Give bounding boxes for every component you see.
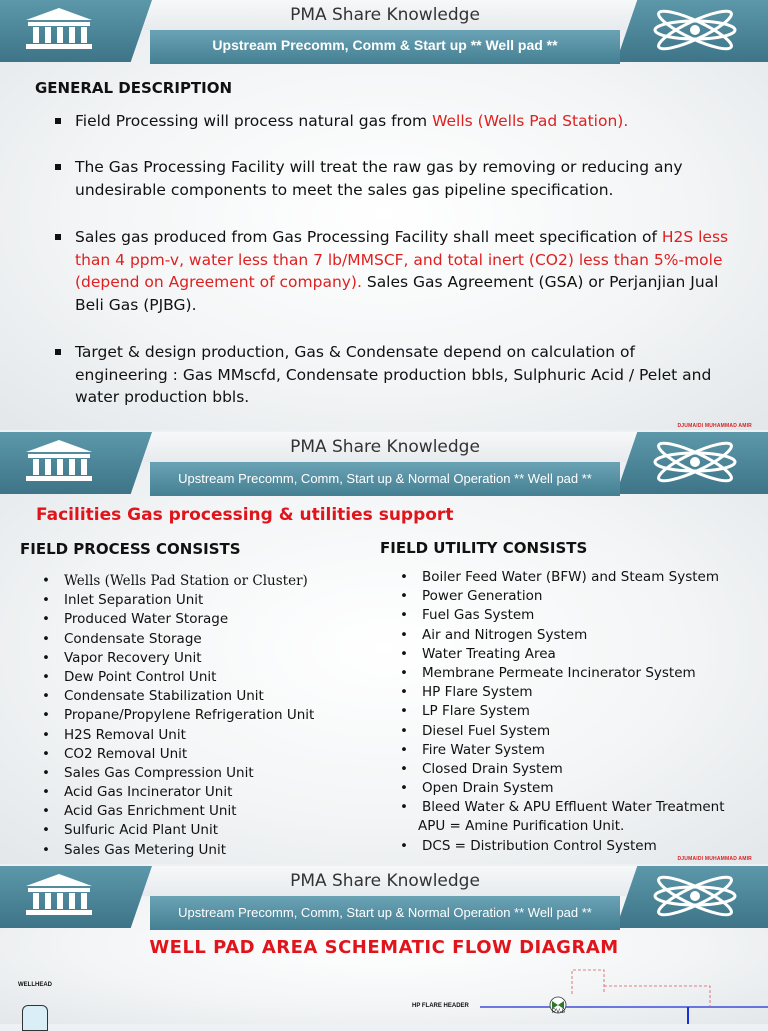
list-item: • Membrane Permeate Incinerator System	[400, 664, 725, 683]
list-item: Sales gas produced from Gas Processing Facility shall meet specification of H2S less than 4 ppm-v, water less than 7 lb/MMSCF, and total inert (CO2) less than 5%-mole (depend on Agreement of company). Sales Gas Agreement (GSA) or Perjanjian Jual Beli Gas (PJBG).	[75, 226, 735, 316]
flare-header-label: HP FLARE HEADER	[412, 1003, 469, 1009]
list-item: • Sulfuric Acid Plant Unit	[42, 821, 314, 840]
list-item: • Vapor Recovery Unit	[42, 649, 314, 668]
list-item: • Propane/Propylene Refrigeration Unit	[42, 706, 314, 725]
atom-icon	[648, 440, 742, 484]
square-bullet-icon	[55, 349, 61, 355]
list-item: • Dew Point Control Unit	[42, 668, 314, 687]
banner-subtitle: Upstream Precomm, Comm, Start up & Normal Operation ** Well pad **	[178, 905, 592, 920]
list-item: • Condensate Stabilization Unit	[42, 687, 314, 706]
list-item: • CO2 Removal Unit	[42, 745, 314, 764]
atom-icon	[648, 874, 742, 918]
banner-subtitle: Upstream Precomm, Comm & Start up ** Well pad **	[212, 37, 558, 53]
slide-banner	[0, 0, 768, 72]
banner-title: PMA Share Knowledge	[290, 871, 480, 891]
banner-title: PMA Share Knowledge	[290, 437, 480, 457]
list-item: Field Processing will process natural gas from Wells (Wells Pad Station).	[75, 110, 735, 133]
slide-banner	[0, 866, 768, 938]
wellhead-label: WELLHEAD	[18, 982, 52, 988]
list-item: APU = Amine Purification Unit.	[418, 818, 625, 835]
wellhead-vessel	[22, 1005, 48, 1031]
atom-icon	[648, 8, 742, 52]
government-building-icon	[22, 438, 96, 482]
list-item: • Wells (Wells Pad Station or Cluster)	[42, 572, 314, 591]
list-item: • Open Drain System	[400, 779, 725, 798]
list-item: • Bleed Water & APU Effluent Water Treatment	[400, 798, 725, 817]
section-heading: GENERAL DESCRIPTION	[35, 79, 233, 97]
process-heading: FIELD PROCESS CONSISTS	[20, 540, 241, 558]
valve-label: PV-8	[552, 1009, 566, 1015]
slide-general-description	[0, 0, 768, 430]
list-item: • Sales Gas Compression Unit	[42, 764, 314, 783]
flow-diagram	[470, 964, 768, 1024]
author-credit: DJUMAIDI MUHAMMAD AMIR	[677, 856, 752, 862]
facilities-heading: Facilities Gas processing & utilities support	[36, 505, 454, 525]
list-item: Target & design production, Gas & Condensate depend on calculation of engineering : Gas MMscfd, Condensate production bbls, Sulphuric Acid / Pelet and water production bbls.	[75, 341, 735, 409]
utility-heading: FIELD UTILITY CONSISTS	[380, 539, 588, 557]
list-item: • Power Generation	[400, 587, 725, 606]
banner-subtitle: Upstream Precomm, Comm, Start up & Normal Operation ** Well pad **	[178, 471, 592, 486]
government-building-icon	[22, 6, 96, 50]
list-item: • Fire Water System	[400, 741, 725, 760]
square-bullet-icon	[55, 118, 61, 124]
process-list	[42, 572, 314, 860]
list-item: • Water Treating Area	[400, 645, 725, 664]
list-item: • Produced Water Storage	[42, 610, 314, 629]
list-item: • Diesel Fuel System	[400, 722, 725, 741]
slide-banner	[0, 432, 768, 504]
list-item: The Gas Processing Facility will treat the raw gas by removing or reducing any undesirable components to meet the sales gas pipeline specification.	[75, 156, 735, 201]
list-item: • Condensate Storage	[42, 630, 314, 649]
list-item: • Boiler Feed Water (BFW) and Steam System	[400, 568, 725, 587]
list-item: • Acid Gas Incinerator Unit	[42, 783, 314, 802]
banner-title: PMA Share Knowledge	[290, 5, 480, 25]
list-item: • Air and Nitrogen System	[400, 626, 725, 645]
square-bullet-icon	[55, 164, 61, 170]
list-item: • Sales Gas Metering Unit	[42, 841, 314, 860]
list-item: • Acid Gas Enrichment Unit	[42, 802, 314, 821]
utility-list	[400, 568, 725, 856]
square-bullet-icon	[55, 234, 61, 240]
government-building-icon	[22, 872, 96, 916]
list-item: • Closed Drain System	[400, 760, 725, 779]
author-credit: DJUMAIDI MUHAMMAD AMIR	[677, 423, 752, 429]
list-item: • H2S Removal Unit	[42, 726, 314, 745]
list-item: • LP Flare System	[400, 702, 725, 721]
list-item: • Fuel Gas System	[400, 606, 725, 625]
list-item: • Inlet Separation Unit	[42, 591, 314, 610]
list-item: • DCS = Distribution Control System	[400, 837, 725, 856]
diagram-heading: WELL PAD AREA SCHEMATIC FLOW DIAGRAM	[149, 937, 619, 958]
list-item: • HP Flare System	[400, 683, 725, 702]
